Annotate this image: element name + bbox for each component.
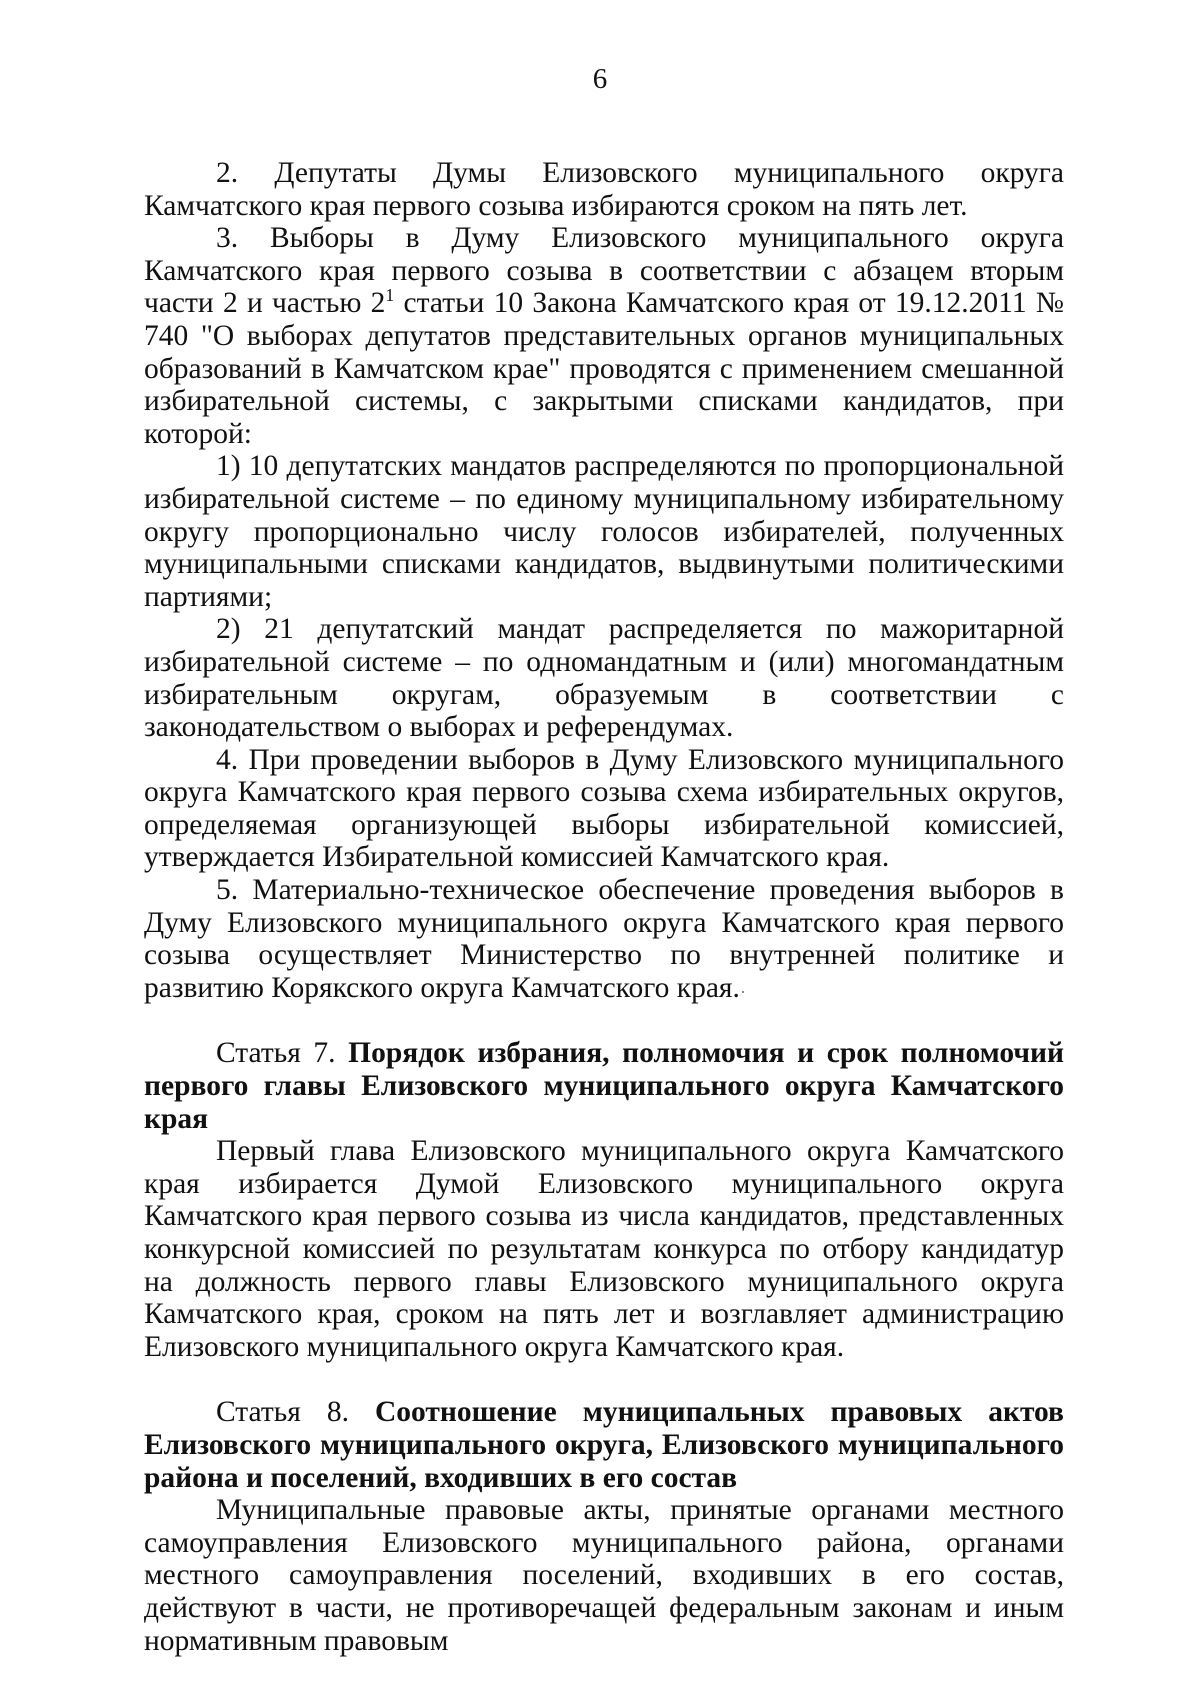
article-8-label: Статья 8. <box>216 1396 375 1429</box>
paragraph-4: 4. При проведении выборов в Думу Елизовского муниципального округа Камчатского края первого созыва схема избирательных округов, определяемая организующей выборы избирательной комиссией, утверждается Избирательной комиссией Камчатского края. <box>144 743 1064 874</box>
paragraph-5: 5. Материально-техническое обеспечение проведения выборов в Думу Елизовского муниципального округа Камчатского края первого созыва осуществляет Министерство по внутренней политике и развитию Корякского округа Камчатского края. <box>144 874 1064 1004</box>
scan-speck <box>742 991 744 993</box>
document-body <box>144 157 1064 1657</box>
article-7-label: Статья 7. <box>216 1037 349 1070</box>
article-8-heading <box>144 1396 1064 1494</box>
paragraph-3 <box>144 222 1064 450</box>
paragraph-3-item-2: 2) 21 депутатский мандат распределяется по мажоритарной избирательной системе – по одномандатным и (или) многомандатным избирательным округам, образуемым в соответствии с законодательством о выборах и референдумах. <box>144 613 1064 744</box>
article-7-heading <box>144 1037 1064 1135</box>
article-7-text: Первый глава Елизовского муниципального округа Камчатского края избирается Думой Елизовского муниципального округа Камчатского края первого созыва из числа кандидатов, представленных конкурсной комиссией по результатам конкурса по отбору кандидатур на должность первого главы Елизовского муниципального округа Камчатского края, сроком на пять лет и возглавляет администрацию Елизовского муниципального округа Камчатского края. <box>144 1135 1064 1363</box>
paragraph-3-item-1: 1) 10 депутатских мандатов распределяются по пропорциональной избирательной системе – по единому муниципальному избирательному округу пропорционально числу голосов избирателей, полученных муниципальными списками кандидатов, выдвинутыми политическими партиями; <box>144 450 1064 613</box>
article-7-title: Порядок избрания, полномочия и срок полномочий первого главы Елизовского муниципального округа Камчатского края <box>144 1037 1064 1135</box>
superscript: 1 <box>385 285 395 306</box>
paragraph-3-start: 3. Выборы в Думу Елизовского муниципального округа Камчатского края первого созыва в соответствии с абзацем вторым части 2 и частью 2 <box>144 222 1064 320</box>
paragraph-2: 2. Депутаты Думы Елизовского муниципального округа Камчатского края первого созыва избираются сроком на пять лет. <box>144 157 1064 222</box>
article-8-text: Муниципальные правовые акты, принятые органами местного самоуправления Елизовского муниципального района, органами местного самоуправления поселений, входивших в его состав, действуют в части, не противоречащей федеральным законам и иным нормативным правовым <box>144 1494 1064 1657</box>
page-number: 6 <box>592 63 608 95</box>
paragraph-3-end: статьи 10 Закона Камчатского края от 19.12.2011 № 740 "О выборах депутатов представительных органов муниципальных образований в Камчатском крае" проводятся с применением смешанной избирательной системы, с закрытыми списками кандидатов, при которой: <box>144 287 1064 450</box>
article-8-title: Соотношение муниципальных правовых актов Елизовского муниципального округа, Елизовского муниципального района и поселений, входивших в его состав <box>144 1396 1064 1494</box>
